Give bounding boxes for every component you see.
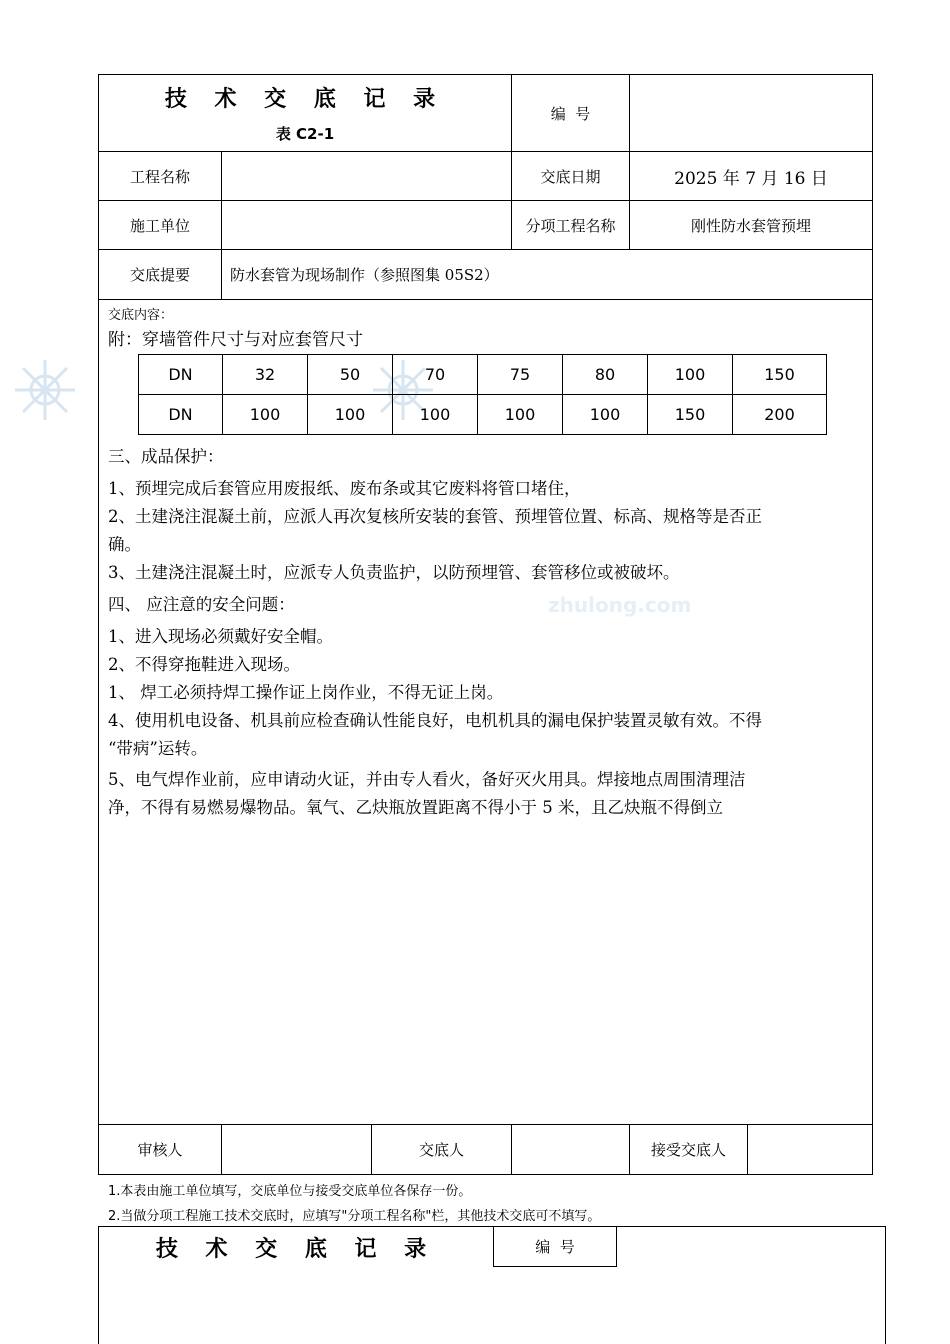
table-cell: 150 [733,355,827,395]
section-heading: 三、成品保护： [108,447,224,466]
content-line: 确。 [108,535,141,554]
table-cell: 75 [478,355,563,395]
section-heading: 四、 应注意的安全问题： [108,595,295,614]
number-field[interactable] [630,75,872,151]
form-code: 表 C2-1 [275,124,335,143]
content-line: 1、 焊工必须持焊工操作证上岗作业，不得无证上岗。 [108,683,504,702]
table-cell: 32 [223,355,308,395]
table-cell: 50 [308,355,393,395]
table-cell: DN [139,395,223,435]
table-cell: 150 [648,395,733,435]
discloser-label: 交底人 [418,1141,464,1159]
sub-project-label: 分项工程名称 [525,216,616,235]
receiver-field[interactable] [748,1125,872,1174]
table-row [139,355,827,395]
date-label: 交底日期 [540,167,601,186]
summary-field[interactable]: 防水套管为现场制作（参照图集 05S2） [230,266,499,284]
table-cell: 70 [393,355,478,395]
footnote: 2.当做分项工程施工技术交底时，应填写"分项工程名称"栏，其他技术交底可不填写。 [108,1209,601,1224]
watermark-snowflake-icon [10,355,80,425]
content-line: 净，不得有易燃易爆物品。氧气、乙炔瓶放置距离不得小于 5 米，且乙炔瓶不得倒立 [108,798,723,817]
sub-project-field[interactable]: 刚性防水套管预埋 [690,216,811,235]
date-field[interactable]: 2025 年 7 月 16 日 [674,168,828,189]
content-line: 3、土建浇注混凝土时，应派专人负责监护，以防预埋管、套管移位或被破坏。 [108,563,680,582]
number-label: 编 号 [550,104,591,123]
table-cell: 100 [308,395,393,435]
construction-unit-label: 施工单位 [129,216,190,235]
table-cell: 100 [223,395,308,435]
content-line: “带病”运转。 [108,739,208,758]
project-name-label: 工程名称 [129,167,190,186]
content-line: 1、预埋完成后套管应用废报纸、废布条或其它废料将管口堵住， [108,479,581,498]
form-title: 技 术 交 底 记 录 [164,86,446,112]
construction-unit-field[interactable] [222,201,511,249]
summary-label: 交底提要 [129,266,190,284]
content-line: 2、土建浇注混凝土前，应派人再次复核所安装的套管、预埋管位置、标高、规格等是否正 [108,507,762,526]
reviewer-field[interactable] [222,1125,371,1174]
next-page-number-label: 编 号 [535,1238,575,1256]
content-line: 1、进入现场必须戴好安全帽。 [108,627,333,646]
content-label: 交底内容： [108,308,174,323]
footnote: 1.本表由施工单位填写，交底单位与接受交底单位各保存一份。 [108,1184,472,1199]
appendix-title: 附：穿墙管件尺寸与对应套管尺寸 [108,330,363,350]
table-cell: 100 [393,395,478,435]
content-line: 5、电气焊作业前，应申请动火证，并由专人看火，备好灭火用具。焊接地点周围清理洁 [108,770,746,789]
table-cell: 200 [733,395,827,435]
receiver-label: 接受交底人 [650,1141,726,1159]
size-table [138,354,827,435]
table-cell: 100 [648,355,733,395]
table-row [139,395,827,435]
next-page-title: 技 术 交 底 记 录 [155,1236,437,1262]
table-cell: 100 [478,395,563,435]
content-line: 2、不得穿拖鞋进入现场。 [108,655,300,674]
content-line: 4、使用机电设备、机具前应检查确认性能良好，电机机具的漏电保护装置灵敏有效。不得 [108,711,762,730]
reviewer-label: 审核人 [137,1141,183,1159]
watermark-text: zhulong.com [548,593,692,617]
table-cell: DN [139,355,223,395]
table-cell: 100 [563,395,648,435]
discloser-field[interactable] [512,1125,629,1174]
table-cell: 80 [563,355,648,395]
project-name-field[interactable] [222,152,511,200]
